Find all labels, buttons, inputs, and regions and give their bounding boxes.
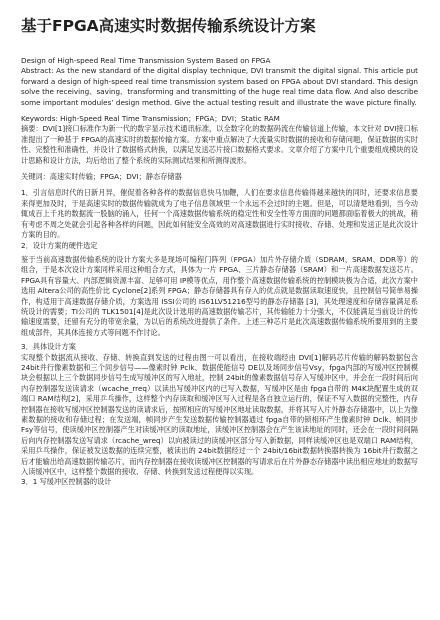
section-3-paragraph: 实现整个数据流从接收、存储、转换直到发送的过程由图一可以看出，在接收端经由 DVI[1]解码芯片传输的解码数据包含 24bit并行像素数据和三个同步信号——像素时钟 Pclk、数据使能信号 DE以及场同步信号Vsy，fpga内部的写缓冲区控制模块会根据以上三个数据同步信号生成写缓冲区的写入地址，控制 24bit的像素数据信号存入写缓冲区中，并会在一段时间后向内存控制器发送读请求（wcache_rreq）以读出写缓冲区内的已写入数据，写缓冲区是由 fpga自带的 M4K块配置生成的双端口 RAM结构[2]，采用乒乓操作，这样整个内存读取和缓冲区写入过程是各自独立运行的，保证不写入数据的完整性，内存控制器在接收写缓冲区控制器发送的读请求后，按照相应的写缓冲区地址读取数据，并将其写入片外静态存储器中，以上为像素数据的接收和存储过程；在发送端，帧同步产生发送数据传输控制器通过 fpga自带的锁相环产生像素时钟 Dclk、帧同步 Fsy等信号，使读缓冲区控制器产生对读缓冲区的读取地址，读缓冲区控制器会在产生该读地址的同时，还会在一段时间间隔后向内存控制器发送写请求（rcache_wreq）以向被读过的读缓冲区部分写入新数据，同样读缓冲区也是双端口 RAM结构，采用乒乓操作，保证被发送数据的连续完整，被读出的 24bit数据经过一个 24bit/16bit数据转换器转换为 16bit并行数据之后才能输出给高速数据传输芯片，而内存控制器在接收读缓冲区控制器的写请求后在片外静态存储器中读出相应地址的数据写入读缓冲区中，这样整个数据的接收、存储、转换到发送过程便得以实现。 — [21, 352, 418, 477]
section-2-heading: 2．设计方案的硬件选定 — [21, 240, 98, 250]
section-1-paragraph: 1．引言信息时代的日新月异，催促着各种各样的数据信息快马加鞭，人们在要求信息传输得越来越快的同时，还要求信息要来得更加及时，于是高速实时的数据传输就成为了电子信息领域里一个永远不会过时的主题。但是，可以清楚地看到，当今动辄成百上千兆的数据流一股脑的涌入，任何一个高速数据传输系统的稳定性和安全性等方面面的问题都面临着极大的挑战，稍有考虑不周之处就会引起各种各样的问题，因此如何能安全高效的对高速数据进行实时接收、存储、处理和发送正是此次设计方案的目的。 — [21, 188, 418, 240]
section-3-heading: 3．具体设计方案 — [21, 342, 76, 352]
section-3-1-heading: 3．1 写缓冲区控制器的设计 — [21, 477, 112, 487]
page-title: 基于FPGA高速实时数据传输系统设计方案 — [21, 17, 316, 35]
english-title: Design of High-speed Real Time Transmission System Based on FPGA — [21, 56, 271, 65]
section-2-paragraph: 鉴于当前高速数据传输系统的设计方案大多是现场可编程门阵列（FPGA）加片外存储介质（SDRAM、SRAM、DDR等）的组合，于是本次设计方案同样采用这种组合方式，具体为一片 FPGA、三片静态存储器（SRAM）和一片高速数据发送芯片。FPGA具有容量大、内部逻辑资源丰富、足够可用 IP模等优点，用作整个高速数据传输系统的控制模块极为合适，此次方案中选用 Altera公司的高性价比 Cyclone[2]系列 FPGA；静态存储器具有存入的优点就是数据读取速度快，且控制信号简单易操作，构适用于高速数据存储介质，方案选用 ISSI公司的 IS61LV51216型号的静态存储器 [3]，其处理速度和存储容量满足系统设计的需要；TI公司的 TLK1501[4]是此次设计选用的高速数据传输芯片，其传输能力十分强大，不仅能满足当前设计的传输速度需要，还留有充分的带宽余量，为以后的系统改进提供了条件。上述三种芯片是此次高速数据传输系统所要用到的主要组成部件，其具体连接方式等问题不作讨论。 — [21, 254, 418, 337]
keywords-english: Keywords: High-Speed Real Time Transmission；FPGA；DVI；Static RAM — [21, 114, 280, 124]
keywords-chinese: 关键词：高速实时传输；FPGA；DVI；静态存储器 — [21, 172, 182, 182]
abstract-chinese: 摘要：DVI[1]接口标准作为新一代的数字显示技术通讯标准，以全数字化的数据码流在传输信道上传输，本文针对 DVI接口标准提出了一种基于 FPGA的高速实时的数据传输方案。方案中重点解决了大流量实时数据的接收和存储问题，保证数据的实时性、完整性和准确性，并设计了数据格式转换，以满足发送芯片接口数据格式要求。文章介绍了方案中几个重要组成模块的设计思路和设计方法，均后给出了整个系统的实际测试结果和所测得波形。 — [21, 124, 418, 165]
abstract-english: Abstract: As the new standard of the digital display technique, DVI transmit the digital signal. This article put forward a design of high-speed real time transmission system based on FPGA about DVI standard. This design solve the receiving、saving、transforming and transmitting of the huge real time data flow. And also describe some important modules’ design method. Give the actual testing result and illustrate the wave picture finally. — [21, 66, 418, 107]
